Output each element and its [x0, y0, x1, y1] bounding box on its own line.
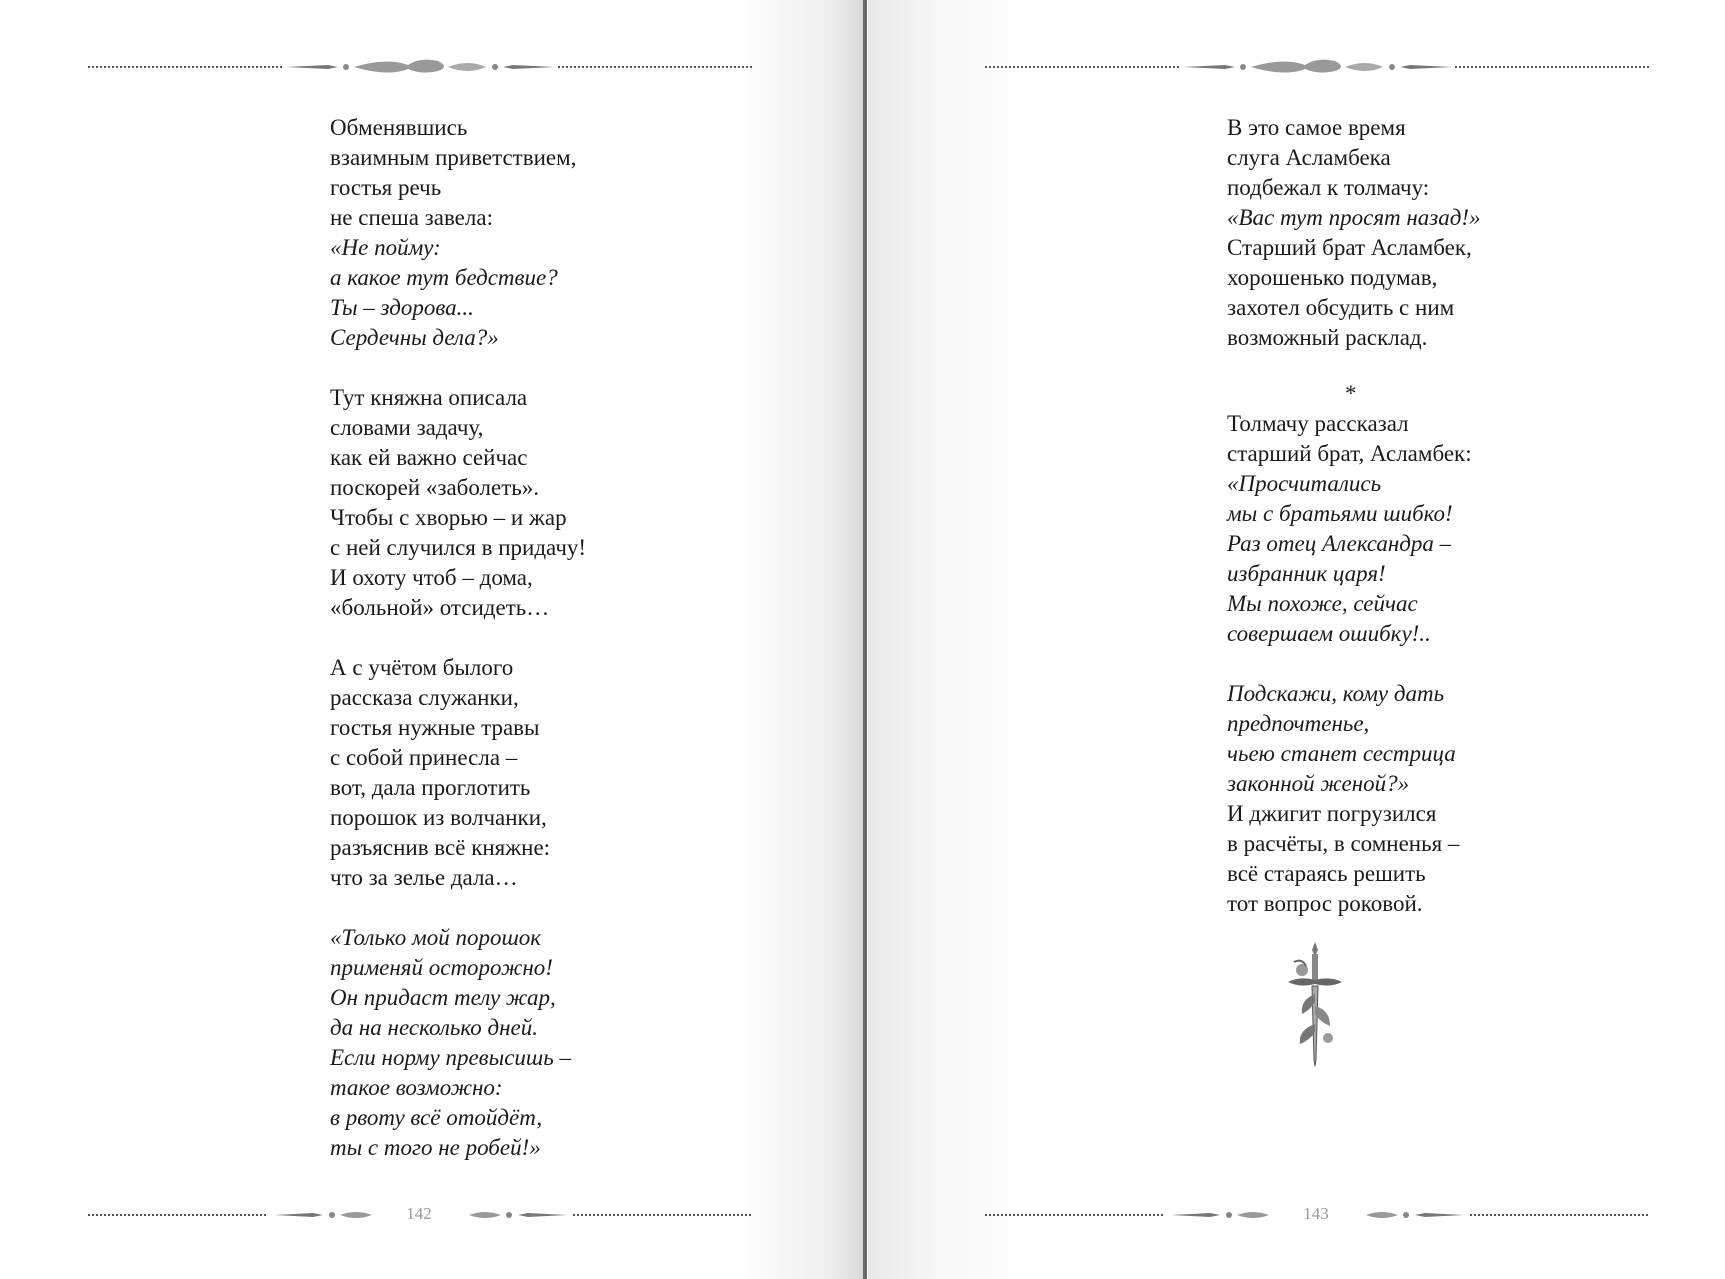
poem-line: Мы похоже, сейчас	[1227, 591, 1418, 616]
section-separator: *	[1345, 381, 1357, 406]
stanza	[330, 383, 586, 623]
poem-line: с ней случился в придачу!	[330, 535, 587, 560]
poem-line: Обменявшись	[330, 115, 468, 140]
left-poem	[330, 113, 586, 1163]
right-page	[868, 0, 1725, 1279]
poem-line: законной женой?»	[1227, 771, 1410, 796]
poem-line: Подскажи, кому дать	[1227, 681, 1445, 706]
poem-line: в рвоту всё отойдёт,	[330, 1105, 543, 1130]
poem-line: тот вопрос роковой.	[1227, 891, 1423, 916]
stanza	[1227, 409, 1481, 649]
poem-line: взаимным приветствием,	[330, 145, 577, 170]
poem-line: гостья речь	[330, 175, 442, 200]
poem-line: применяй осторожно!	[330, 955, 553, 980]
stanza	[330, 923, 586, 1163]
poem-line: в расчёты, в сомненья –	[1227, 831, 1460, 856]
poem-line: «больной» отсидеть…	[330, 595, 550, 620]
book-spine	[863, 0, 867, 1279]
top-ornament-rule	[985, 55, 1650, 85]
poem-line: возможный расклад.	[1227, 325, 1428, 350]
stanza	[1227, 679, 1481, 919]
poem-line: Он придаст телу жар,	[330, 985, 556, 1010]
poem-line: предпочтенье,	[1227, 711, 1370, 736]
poem-line: «Вас тут просят назад!»	[1227, 205, 1481, 230]
poem-line: А с учётом былого	[330, 655, 514, 680]
poem-line: ты с того не робей!»	[330, 1135, 541, 1160]
poem-line: мы с братьями шибко!	[1227, 501, 1453, 526]
poem-line: что за зелье дала…	[330, 865, 518, 890]
poem-line: а какое тут бедствие?	[330, 265, 558, 290]
poem-line: совершаем ошибку!..	[1227, 621, 1431, 646]
poem-line: Тут княжна описала	[330, 385, 528, 410]
poem-line: гостья нужные травы	[330, 715, 540, 740]
poem-line: Ты – здорова...	[330, 295, 474, 320]
poem-line: поскорей «заболеть».	[330, 475, 540, 500]
poem-line: чьею станет сестрица	[1227, 741, 1456, 766]
poem-line: захотел обсудить с ним	[1227, 295, 1455, 320]
stanza	[330, 653, 586, 893]
poem-line: «Не пойму:	[330, 235, 441, 260]
stanza	[330, 113, 586, 353]
poem-line: да на несколько дней.	[330, 1015, 539, 1040]
poem-line: всё стараясь решить	[1227, 861, 1426, 886]
poem-line: И охоту чтоб – дома,	[330, 565, 533, 590]
poem-line: рассказа служанки,	[330, 685, 519, 710]
poem-line: избранник царя!	[1227, 561, 1386, 586]
poem-line: Сердечны дела?»	[330, 325, 499, 350]
poem-line: Если норму превысишь –	[330, 1045, 571, 1070]
poem-line: Чтобы с хворью – и жар	[330, 505, 567, 530]
poem-line: подбежал к толмачу:	[1227, 175, 1430, 200]
poem-line: как ей важно сейчас	[330, 445, 528, 470]
poem-line: В это самое время	[1227, 115, 1406, 140]
poem-line: не спеша завела:	[330, 205, 493, 230]
poem-line: с собой принесла –	[330, 745, 518, 770]
poem-line: И джигит погрузился	[1227, 801, 1437, 826]
poem-line: словами задачу,	[330, 415, 484, 440]
stanza	[1227, 113, 1481, 353]
dagger-with-rose-icon	[1280, 940, 1350, 1075]
poem-line: старший брат, Асламбек:	[1227, 441, 1472, 466]
poem-line: порошок из волчанки,	[330, 805, 547, 830]
poem-line: «Просчитались	[1227, 471, 1382, 496]
poem-line: вот, дала проглотить	[330, 775, 531, 800]
poem-line: Раз отец Александра –	[1227, 531, 1452, 556]
poem-line: Толмачу рассказал	[1227, 411, 1409, 436]
poem-line: слуга Асламбека	[1227, 145, 1391, 170]
page-number: 143	[1303, 1204, 1329, 1223]
page-number: 142	[406, 1204, 432, 1223]
poem-line: Старший брат Асламбек,	[1227, 235, 1472, 260]
poem-line: «Только мой порошок	[330, 925, 542, 950]
poem-line: хорошенько подумав,	[1227, 265, 1438, 290]
poem-line: разъяснив всё княжне:	[330, 835, 551, 860]
right-poem	[1227, 113, 1481, 919]
top-ornament-rule	[88, 55, 753, 85]
poem-line: такое возможно:	[330, 1075, 503, 1100]
